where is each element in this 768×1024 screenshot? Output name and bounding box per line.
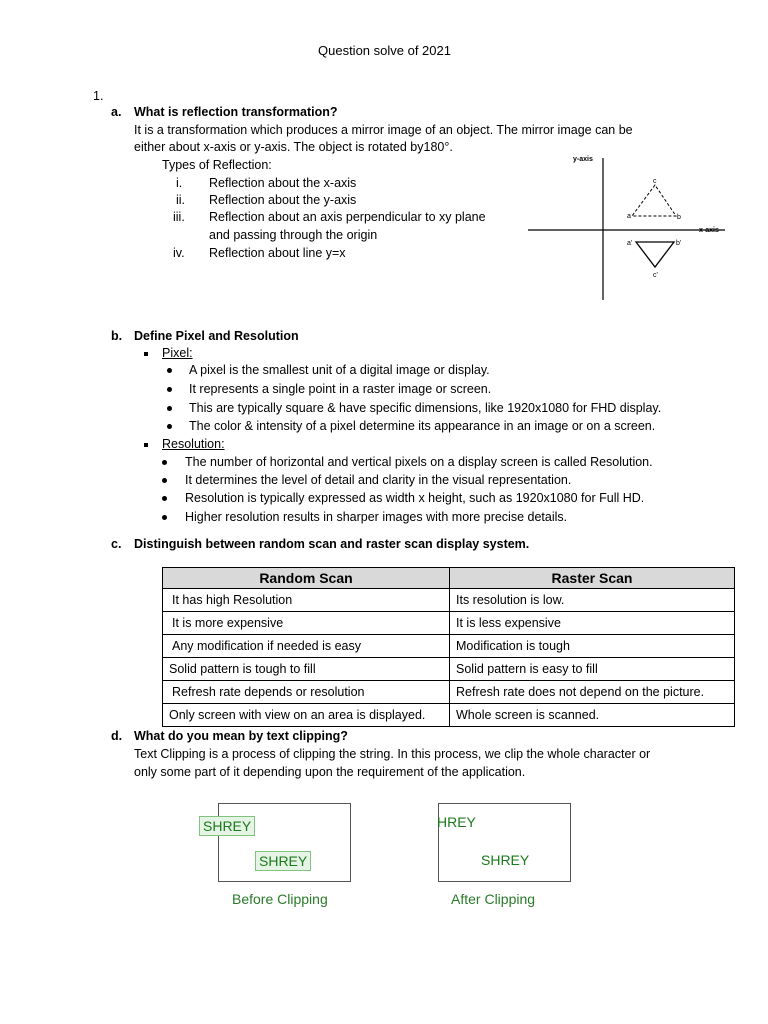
scan-comparison-table	[162, 567, 735, 727]
pixel-point-3: This are typically square & have specific dimensions, like 1920x1080 for FHD display.	[189, 401, 662, 415]
square-bullet	[144, 443, 148, 447]
section-d-line2: only some part of it depending upon the requirement of the application.	[134, 765, 526, 779]
bullet-dot	[167, 368, 172, 373]
table-cell: Any modification if needed is easy	[163, 635, 450, 658]
label-a: a	[627, 213, 631, 220]
table-cell: It is more expensive	[163, 612, 450, 635]
type-text-2: Reflection about the y-axis	[209, 193, 357, 207]
table-cell: Only screen with view on an area is displayed.	[163, 704, 450, 727]
reflected-triangle	[636, 242, 674, 267]
bullet-dot	[167, 387, 172, 392]
type-text-3: Reflection about an axis perpendicular to xy plane	[209, 210, 486, 224]
section-a-line1: It is a transformation which produces a mirror image of an object. The mirror image can be	[134, 123, 633, 137]
y-axis-label: y-axis	[573, 156, 593, 163]
type-num-2: ii.	[176, 193, 186, 207]
reflection-types-heading: Types of Reflection:	[162, 158, 272, 172]
section-d-heading: What do you mean by text clipping?	[134, 729, 348, 743]
resolution-label: Resolution:	[162, 437, 225, 451]
table-cell: Its resolution is low.	[450, 589, 735, 612]
table-cell: It is less expensive	[450, 612, 735, 635]
label-b: b	[677, 214, 681, 221]
before-word-outside: SHREY	[199, 816, 255, 836]
pixel-point-4: The color & intensity of a pixel determine its appearance in an image or on a screen.	[189, 419, 656, 433]
type-num-1: i.	[176, 176, 183, 190]
table-header-row	[163, 568, 735, 589]
table-header-raster: Raster Scan	[450, 568, 735, 589]
label-c: c	[653, 178, 657, 185]
label-c-prime: c'	[653, 272, 658, 279]
before-clipping-caption: Before Clipping	[232, 891, 328, 907]
resolution-point-4: Higher resolution results in sharper images with more precise details.	[185, 510, 568, 524]
pixel-label: Pixel:	[162, 346, 193, 360]
type-text-4: Reflection about line y=x	[209, 246, 346, 260]
table-row	[163, 589, 735, 612]
pixel-point-2: It represents a single point in a raster image or screen.	[189, 382, 492, 396]
table-header-random: Random Scan	[163, 568, 450, 589]
section-a-line2: either about x-axis or y-axis. The object is rotated by180°.	[134, 140, 453, 154]
section-b-heading: Define Pixel and Resolution	[134, 329, 299, 343]
pixel-point-1: A pixel is the smallest unit of a digital image or display.	[189, 363, 490, 377]
bullet-dot	[167, 406, 172, 411]
after-clipping-caption: After Clipping	[451, 891, 536, 907]
table-cell: It has high Resolution	[163, 589, 450, 612]
table-cell: Refresh rate depends or resolution	[163, 681, 450, 704]
x-axis-label: x-axis	[699, 227, 719, 234]
section-d-line1: Text Clipping is a process of clipping the string. In this process, we clip the whole character or	[134, 747, 651, 761]
after-word-clipped: HREY	[437, 814, 476, 830]
bullet-dot	[162, 496, 167, 501]
page-title: Question solve of 2021	[318, 43, 451, 58]
label-a-prime: a'	[627, 240, 633, 247]
label-b-prime: b'	[676, 240, 682, 247]
reflection-diagram	[525, 150, 730, 305]
bullet-dot	[167, 424, 172, 429]
bullet-dot	[162, 460, 167, 465]
table-row	[163, 704, 735, 727]
table-row	[163, 658, 735, 681]
after-word-inside: SHREY	[481, 852, 530, 868]
original-triangle	[632, 185, 676, 216]
type-text-1: Reflection about the x-axis	[209, 176, 357, 190]
square-bullet	[144, 352, 148, 356]
table-cell: Solid pattern is easy to fill	[450, 658, 735, 681]
table-cell: Solid pattern is tough to fill	[163, 658, 450, 681]
section-c-heading: Distinguish between random scan and raster scan display system.	[134, 537, 530, 551]
resolution-point-2: It determines the level of detail and clarity in the visual representation.	[185, 473, 572, 487]
type-num-4: iv.	[173, 246, 185, 260]
bullet-dot	[162, 478, 167, 483]
resolution-point-3: Resolution is typically expressed as width x height, such as 1920x1080 for Full HD.	[185, 491, 645, 505]
table-row	[163, 681, 735, 704]
table-row	[163, 635, 735, 658]
section-b-marker: b.	[111, 329, 123, 343]
table-cell: Modification is tough	[450, 635, 735, 658]
section-a-marker: a.	[111, 105, 122, 119]
section-a-heading: What is reflection transformation?	[134, 105, 338, 119]
section-d-marker: d.	[111, 729, 123, 743]
before-word-inside: SHREY	[255, 851, 311, 871]
type-num-3: iii.	[173, 210, 185, 224]
question-number: 1.	[93, 89, 104, 103]
bullet-dot	[162, 515, 167, 520]
resolution-point-1: The number of horizontal and vertical pixels on a display screen is called Resolution.	[185, 455, 653, 469]
table-cell: Whole screen is scanned.	[450, 704, 735, 727]
type-text-3b: and passing through the origin	[209, 228, 378, 242]
section-c-marker: c.	[111, 537, 122, 551]
table-row	[163, 612, 735, 635]
table-cell: Refresh rate does not depend on the picture.	[450, 681, 735, 704]
